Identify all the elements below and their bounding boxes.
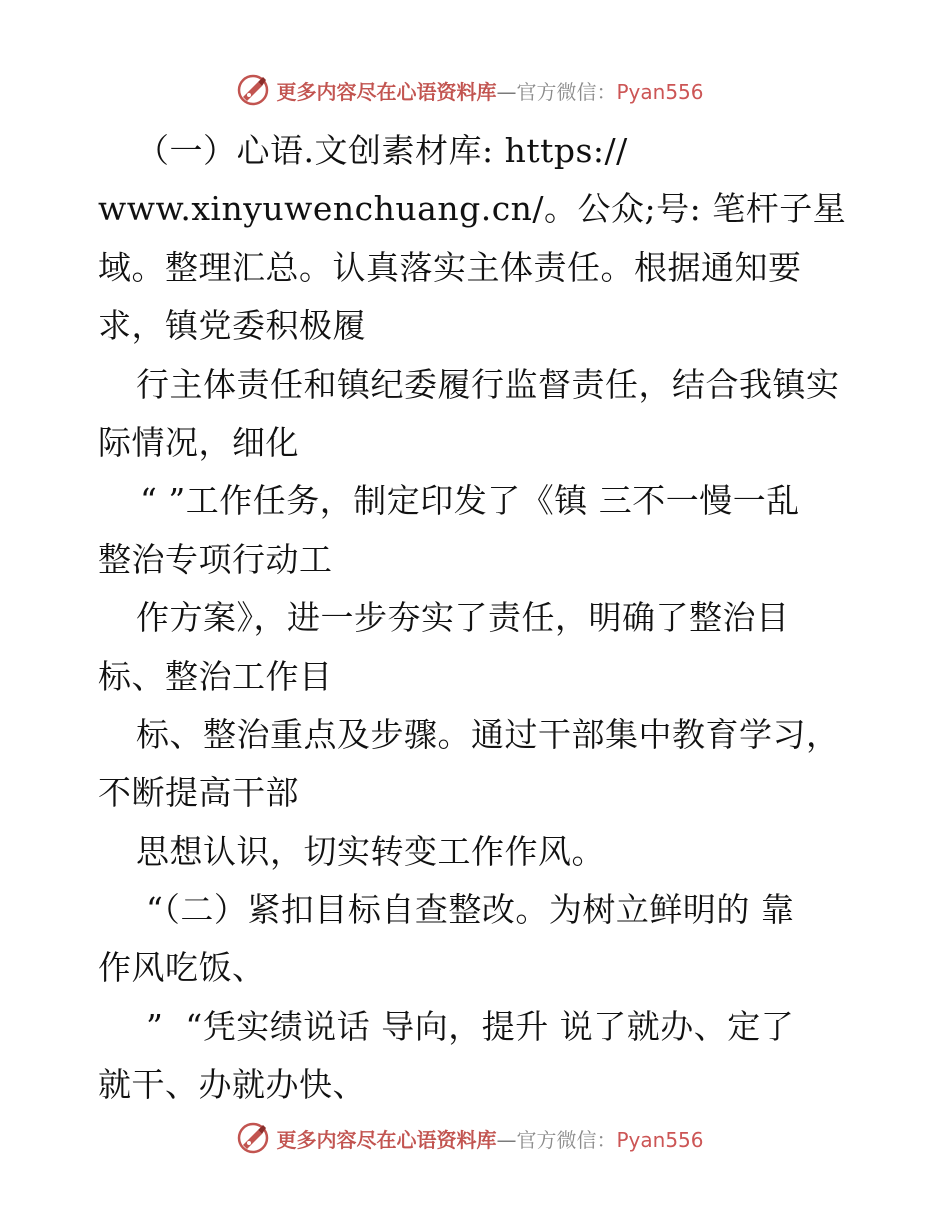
footer-watermark: [236, 1121, 703, 1155]
text-line: “（二）紧扣目标自查整改。为树立鲜明的 靠: [146, 890, 795, 930]
header-watermark: [236, 73, 703, 107]
text-line: 作方案》，进一步夯实了责任，明确了整治目: [136, 598, 790, 638]
text-line: 就干、办就办快、: [98, 1065, 366, 1105]
text-line: “ ”工作任务，制定印发了《镇 三不一慢一乱: [140, 481, 800, 521]
text-line: www.xinyuwenchuang.cn/。公众;号: 笔杆子星: [98, 189, 847, 229]
pen-nib-circle-icon: [236, 1121, 270, 1155]
text-line: 整治专项行动工: [98, 539, 333, 579]
text-line: ” “凭实绩说话 导向，提升 说了就办、定了: [146, 1006, 795, 1046]
text-line: 不断提高干部: [98, 773, 299, 813]
wechat-id: Pyan556: [616, 79, 704, 104]
text-line: 思想认识，切实转变工作作风。: [136, 831, 605, 871]
pen-nib-circle-icon: [236, 73, 270, 107]
text-line: 际情况，细化: [98, 422, 299, 462]
document-body: [98, 122, 868, 1115]
watermark-text: [276, 1124, 703, 1153]
wechat-id: Pyan556: [616, 1127, 704, 1152]
banner-dash: —: [496, 1127, 517, 1152]
text-line: 标、整治工作目: [98, 656, 333, 696]
wechat-label: 官方微信：: [516, 1127, 617, 1152]
brand-text: 更多内容尽在心语资料库: [276, 79, 497, 104]
text-line: （一）心语.文创素材库: https://: [136, 131, 628, 170]
watermark-text: [276, 76, 703, 105]
text-line: 行主体责任和镇纪委履行监督责任，结合我镇实: [136, 364, 840, 404]
wechat-label: 官方微信：: [516, 79, 617, 104]
text-line: 求，镇党委积极履: [98, 306, 366, 346]
header-watermark-banner: [0, 70, 950, 110]
banner-dash: —: [496, 79, 517, 104]
text-line: 标、整治重点及步骤。通过干部集中教育学习，: [136, 714, 840, 754]
text-line: 作风吃饭、: [98, 948, 266, 988]
brand-text: 更多内容尽在心语资料库: [276, 1127, 497, 1152]
footer-watermark-banner: [0, 1118, 950, 1158]
text-line: 域。整理汇总。认真落实主体责任。根据通知要: [98, 247, 802, 287]
